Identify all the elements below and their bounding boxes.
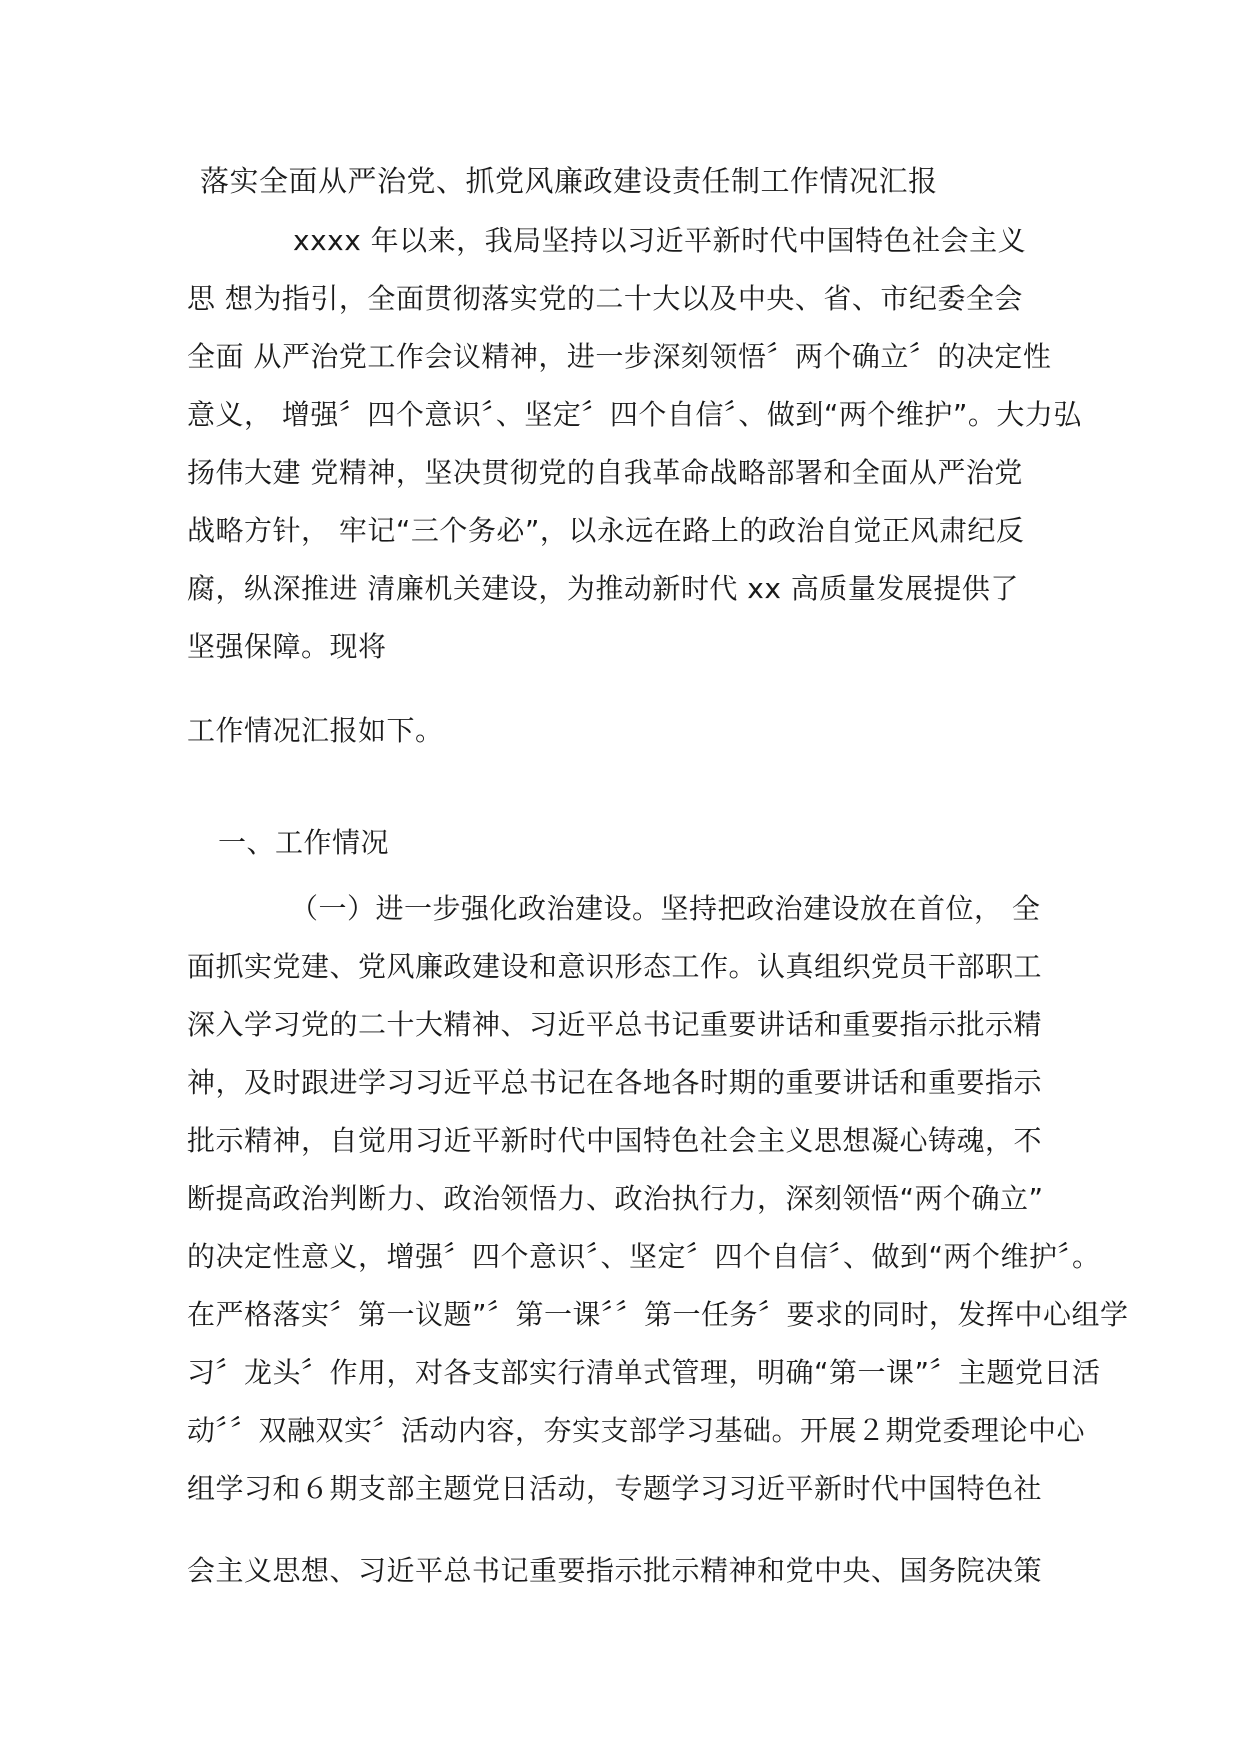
intro-line: 思 想为指引，全面贯彻落实党的二十大以及中央、省、市纪委全会	[187, 282, 1023, 315]
body-line: 断提高政治判断力、政治领悟力、政治执行力，深刻领悟“两个确立”	[187, 1182, 1044, 1215]
body-line: 在严格落实〞第一议题”〞第一课〞〞第一任务〞要求的同时，发挥中心组学	[187, 1298, 1129, 1331]
body-line: 批示精神，自觉用习近平新时代中国特色社会主义思想凝心铸魂，不	[187, 1124, 1043, 1157]
intro-line: xxxx 年以来，我局坚持以习近平新时代中国特色社会主义	[293, 224, 1027, 257]
body-line: 组学习和６期支部主题党日活动，专题学习习近平新时代中国特色社	[187, 1472, 1043, 1505]
body-line: 习〞龙头〞作用，对各支部实行清单式管理，明确“第一课”〞主题党日活	[187, 1356, 1101, 1389]
body-line: 深入学习党的二十大精神、习近平总书记重要讲话和重要指示批示精	[187, 1008, 1043, 1041]
intro-line: 坚强保障。现将	[187, 630, 387, 663]
section-heading: 一、工作情况	[218, 826, 390, 859]
body-line: （一）进一步强化政治建设。坚持把政治建设放在首位， 全	[290, 892, 1041, 925]
intro-line: 工作情况汇报如下。	[187, 714, 444, 747]
body-line: 面抓实党建、党风廉政建设和意识形态工作。认真组织党员干部职工	[187, 950, 1043, 983]
body-line: 动〞〞双融双实〞活动内容，夯实支部学习基础。开展２期党委理论中心	[187, 1414, 1086, 1447]
intro-line: 扬伟大建 党精神，坚决贯彻党的自我革命战略部署和全面从严治党	[187, 456, 1023, 489]
intro-line: 意义， 增强〞四个意识〞、坚定〞四个自信〞、做到“两个维护”。大力弘	[187, 398, 1082, 431]
intro-line: 腐，纵深推进 清廉机关建设，为推动新时代 xx 高质量发展提供了	[187, 572, 1019, 605]
document-title: 落实全面从严治党、抓党风廉政建设责任制工作情况汇报	[200, 164, 938, 198]
intro-line: 战略方针， 牢记“三个务必”，以永远在路上的政治自觉正风肃纪反	[187, 514, 1025, 547]
body-line: 的决定性意义，增强〞四个意识〞、坚定〞四个自信〞、做到“两个维护〞。	[187, 1240, 1101, 1273]
body-line: 会主义思想、习近平总书记重要指示批示精神和党中央、国务院决策	[187, 1554, 1043, 1587]
body-line: 神，及时跟进学习习近平总书记在各地各时期的重要讲话和重要指示	[187, 1066, 1043, 1099]
intro-line: 全面 从严治党工作会议精神，进一步深刻领悟〞两个确立〞的决定性	[187, 340, 1052, 373]
